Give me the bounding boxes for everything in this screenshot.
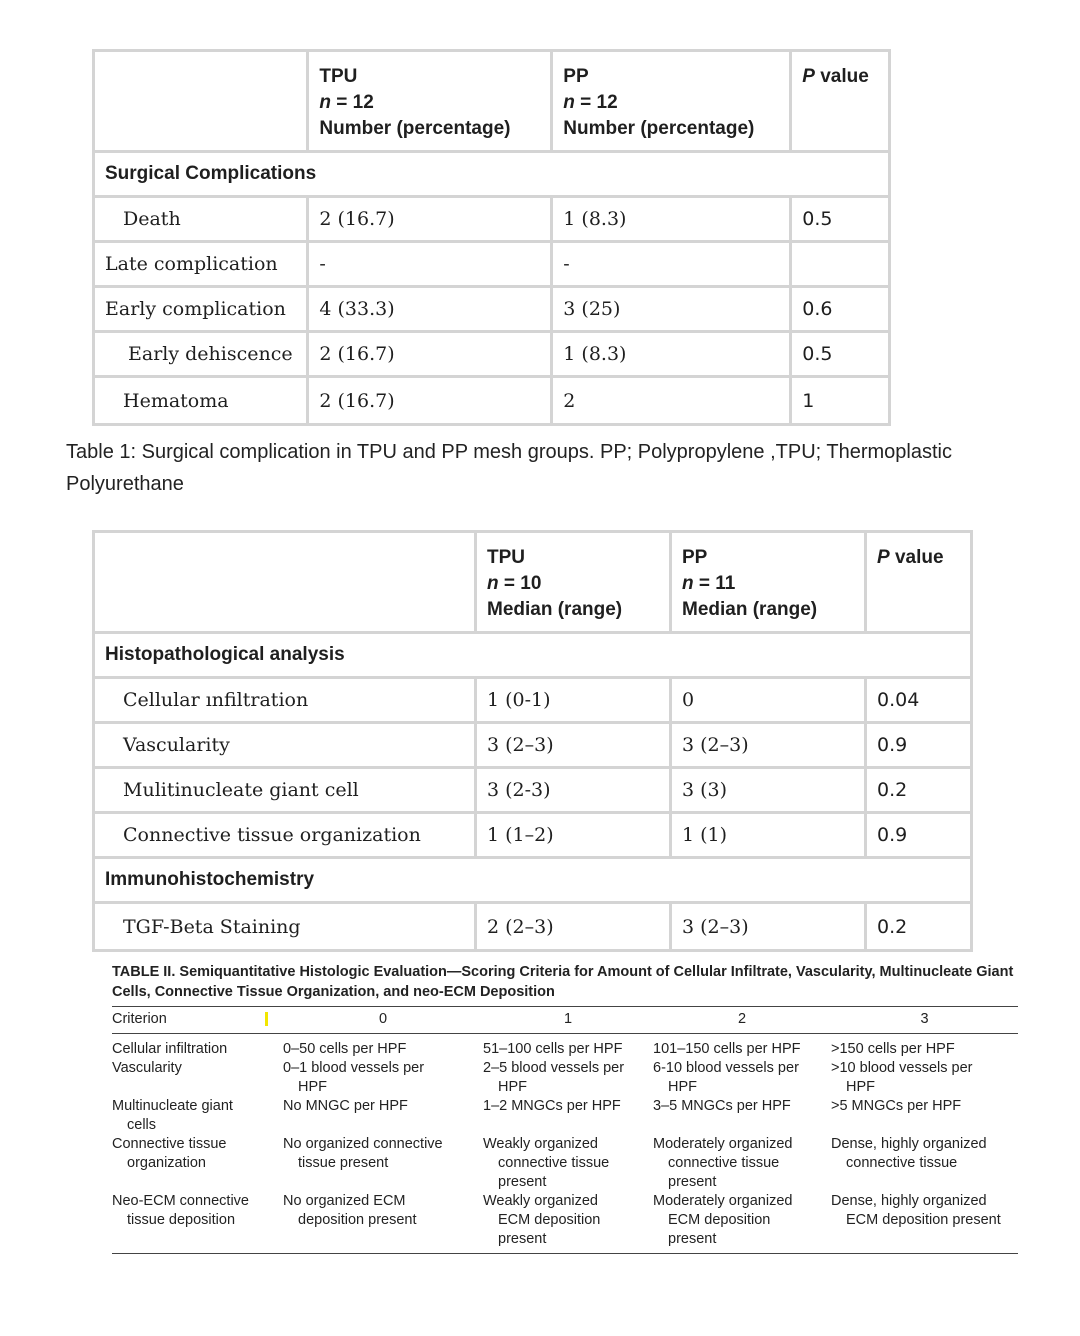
header-criterion: Criterion — [112, 1007, 283, 1034]
pp-cell: 3 (3) — [672, 769, 867, 814]
table-header-row — [112, 1007, 1018, 1034]
tpu-cell: 2 (2–3) — [477, 904, 672, 949]
section-row — [95, 859, 970, 904]
table-row — [95, 288, 888, 333]
row-label: Connective tissue organization — [95, 814, 477, 859]
tpu-cell: - — [309, 243, 553, 288]
p-cell — [792, 243, 888, 288]
table-row — [95, 904, 970, 949]
header-score-0: 0 — [283, 1007, 483, 1034]
p-cell: 0.5 — [792, 198, 888, 243]
section-title: Surgical Complications — [95, 153, 888, 198]
pp-cell: 1 (1) — [672, 814, 867, 859]
header-score-1: 1 — [483, 1007, 653, 1034]
row-label: Late complication — [95, 243, 309, 288]
score-3-cell: >5 MNGCs per HPF — [831, 1098, 962, 1114]
section-row — [95, 153, 888, 198]
score-3-cell: >150 cells per HPF — [831, 1041, 955, 1057]
table-row — [95, 814, 970, 859]
p-cell: 0.5 — [792, 333, 888, 378]
score-1-cell: 1–2 MNGCs per HPF — [483, 1098, 621, 1114]
pp-cell: 2 — [553, 378, 792, 423]
table-row — [95, 378, 888, 423]
score-3-cell: >10 blood vessels per HPF — [831, 1060, 973, 1095]
section-row — [95, 634, 970, 679]
criterion-cell: Multinucleate giant cells — [112, 1098, 233, 1133]
scoring-criteria-table — [112, 1006, 1018, 1254]
histopathology-table — [92, 530, 973, 952]
p-cell: 0.04 — [867, 679, 970, 724]
p-cell: 0.9 — [867, 814, 970, 859]
tpu-cell: 3 (2-3) — [477, 769, 672, 814]
header-empty-cell — [95, 533, 477, 634]
score-0-cell: 0–1 blood vessels per HPF — [283, 1060, 425, 1095]
table-row — [95, 243, 888, 288]
p-cell: 0.2 — [867, 769, 970, 814]
score-3-cell: Dense, highly organized connective tissue — [831, 1136, 987, 1171]
complications-table — [92, 49, 891, 426]
pp-cell: 3 (2–3) — [672, 724, 867, 769]
table-header-row — [95, 52, 888, 153]
table-row — [112, 1034, 1018, 1060]
tpu-cell: 2 (16.7) — [309, 198, 553, 243]
table-row — [95, 333, 888, 378]
row-label: Mulitinucleate giant cell — [95, 769, 477, 814]
score-2-cell: Moderately organized connective tissue present — [653, 1136, 793, 1190]
row-label: TGF-Beta Staining — [95, 904, 477, 949]
score-1-cell: 51–100 cells per HPF — [483, 1041, 623, 1057]
section-title: Immunohistochemistry — [95, 859, 970, 904]
header-p-value: P value — [867, 533, 970, 634]
header-pp: PP n = 11 Median (range) — [672, 533, 867, 634]
tpu-cell: 3 (2–3) — [477, 724, 672, 769]
score-0-cell: No MNGC per HPF — [283, 1098, 408, 1114]
score-0-cell: No organized connective tissue present — [283, 1136, 443, 1171]
p-cell: 0.6 — [792, 288, 888, 333]
header-empty-cell — [95, 52, 309, 153]
score-2-cell: Moderately organized ECM deposition present — [653, 1193, 793, 1247]
row-label: Cellular ınfiltration — [95, 679, 477, 724]
pp-cell: 3 (2–3) — [672, 904, 867, 949]
p-cell: 1 — [802, 389, 815, 412]
tpu-cell: 2 (16.7) — [309, 333, 553, 378]
table-header-row — [95, 533, 970, 634]
table-row — [112, 1192, 1018, 1254]
criterion-cell: Connective tissue organization — [112, 1136, 227, 1171]
score-2-cell: 101–150 cells per HPF — [653, 1041, 801, 1057]
criterion-cell: Neo-ECM connective tissue deposition — [112, 1193, 249, 1228]
table-row — [95, 769, 970, 814]
row-label: Early complication — [95, 288, 309, 333]
score-1-cell: 2–5 blood vessels per HPF — [483, 1060, 625, 1095]
score-0-cell: No organized ECM deposition present — [283, 1193, 417, 1228]
pp-cell: 3 (25) — [553, 288, 792, 333]
p-cell: 0.2 — [877, 915, 908, 938]
tpu-cell: 4 (33.3) — [309, 288, 553, 333]
header-tpu: TPU n = 10 Median (range) — [477, 533, 672, 634]
tpu-cell: 1 (1–2) — [477, 814, 672, 859]
header-pp: PP n = 12 Number (percentage) — [553, 52, 792, 153]
pp-cell: 1 (8.3) — [553, 333, 792, 378]
row-label: Early dehiscence — [95, 333, 309, 378]
header-tpu: TPU n = 12 Number (percentage) — [309, 52, 553, 153]
pp-cell: - — [553, 243, 792, 288]
section-title: Histopathological analysis — [95, 634, 970, 679]
row-label: Death — [95, 198, 309, 243]
score-1-cell: Weakly organized connective tissue present — [483, 1136, 610, 1190]
table-row — [112, 1135, 1018, 1192]
tpu-cell: 2 (16.7) — [309, 378, 553, 423]
table-row — [95, 679, 970, 724]
p-cell: 0.9 — [867, 724, 970, 769]
score-1-cell: Weakly organized ECM deposition present — [483, 1193, 601, 1247]
table-row — [112, 1097, 1018, 1135]
pp-cell: 0 — [672, 679, 867, 724]
row-label: Hematoma — [95, 378, 309, 423]
score-2-cell: 6-10 blood vessels per HPF — [653, 1060, 799, 1095]
score-2-cell: 3–5 MNGCs per HPF — [653, 1098, 791, 1114]
header-p-value: P value — [792, 52, 888, 153]
row-label: Vascularity — [95, 724, 477, 769]
criterion-cell: Vascularity — [112, 1060, 182, 1076]
header-score-2: 2 — [653, 1007, 831, 1034]
pp-cell: 1 (8.3) — [553, 198, 792, 243]
highlight-marker — [265, 1012, 268, 1026]
table-row — [95, 724, 970, 769]
tpu-cell: 1 (0-1) — [477, 679, 672, 724]
table-row — [95, 198, 888, 243]
scoring-table-title: TABLE II. Semiquantitative Histologic Evaluation—Scoring Criteria for Amount of Cellular Infiltrate, Vascularity, Multinucleate Giant Cells, Connective Tissue Organization, and neo-ECM Deposition — [112, 964, 1014, 1000]
score-3-cell: Dense, highly organized ECM deposition present — [831, 1193, 1001, 1228]
scoring-criteria-table-block — [112, 962, 1018, 1254]
table1-caption: Table 1: Surgical complication in TPU and PP mesh groups. PP; Polypropylene ,TPU; Thermoplastic Polyurethane — [66, 441, 952, 495]
score-0-cell: 0–50 cells per HPF — [283, 1041, 407, 1057]
criterion-cell: Cellular infiltration — [112, 1041, 228, 1057]
table-row — [112, 1059, 1018, 1097]
header-score-3: 3 — [831, 1007, 1018, 1034]
